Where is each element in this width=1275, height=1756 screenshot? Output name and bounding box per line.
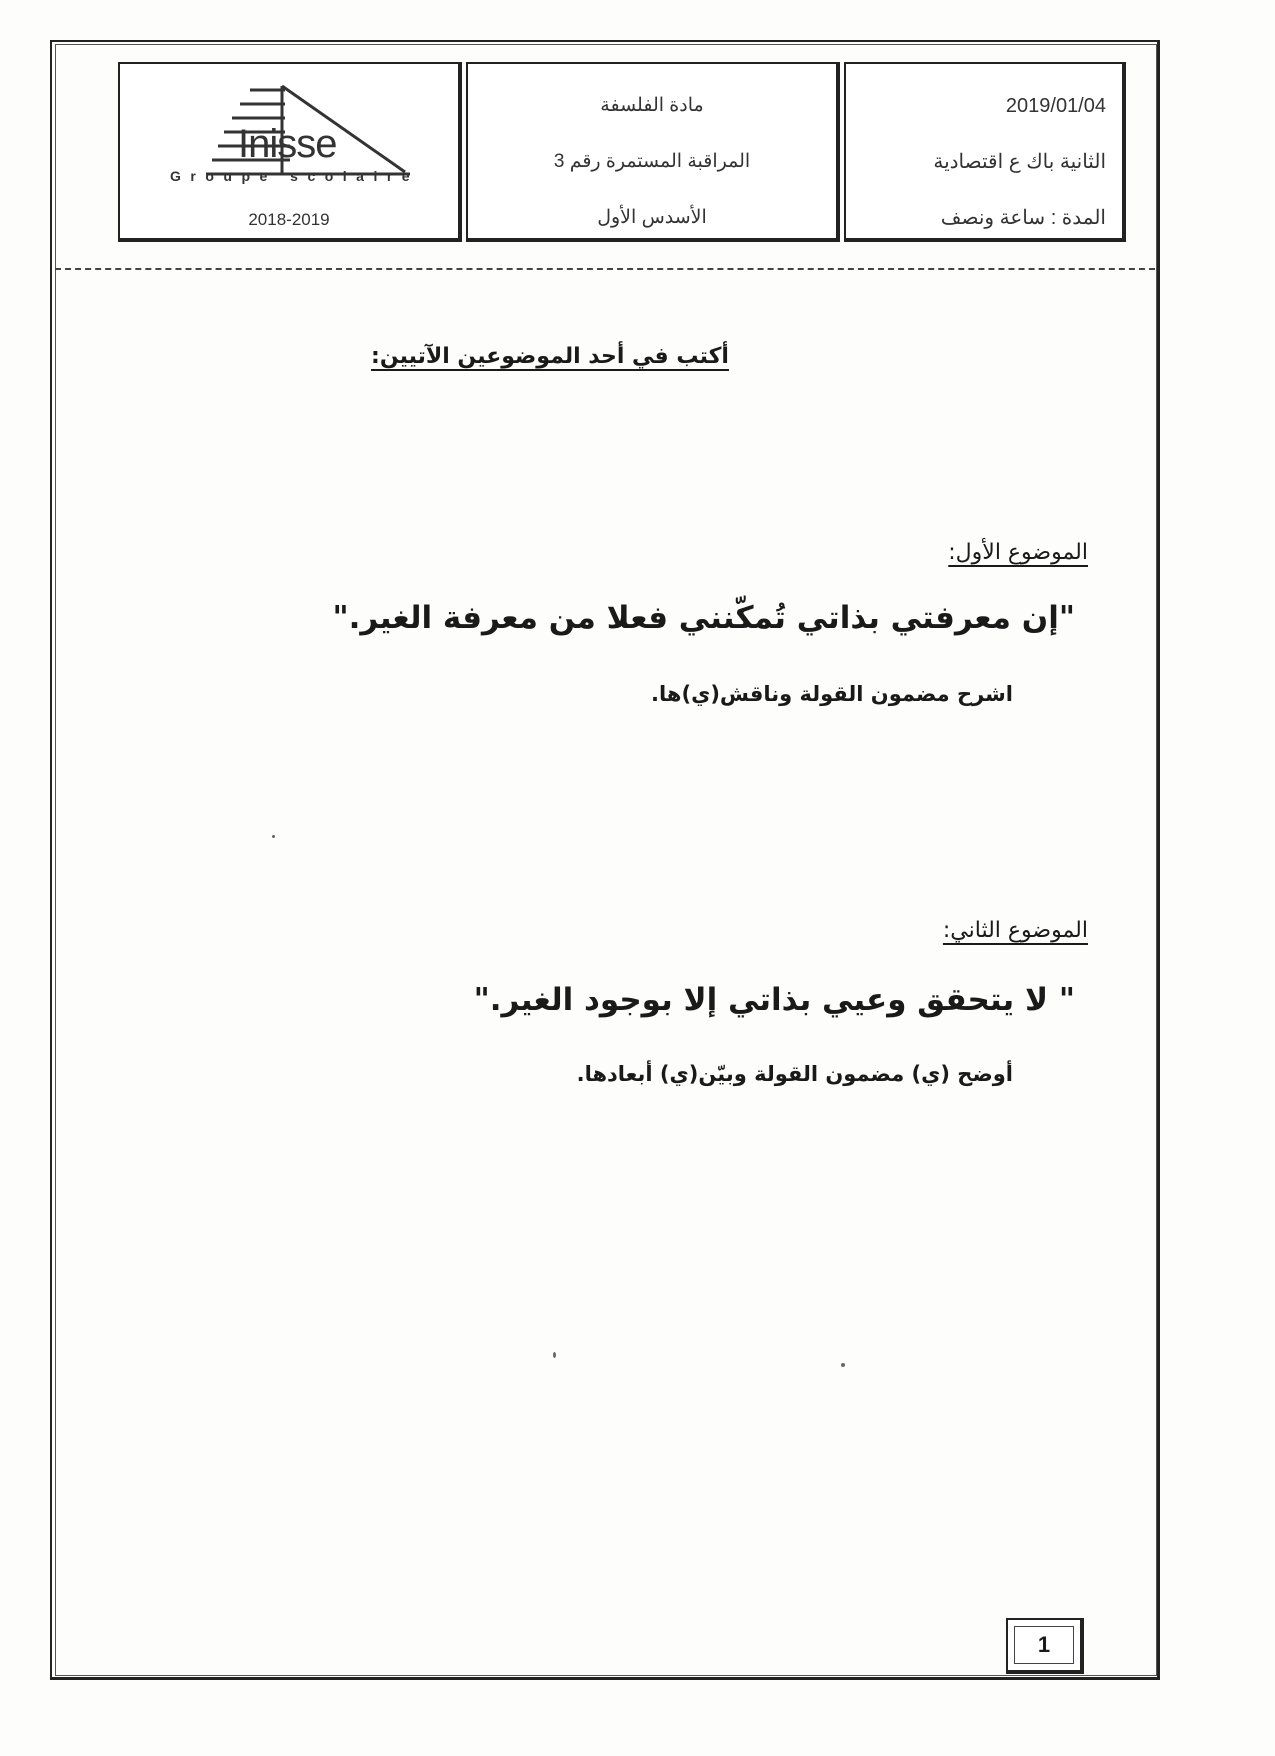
page-frame [50,40,1160,1680]
school-year: 2018-2019 [248,210,330,229]
topic-1-task: اشرح مضمون القولة وناقش(ي)ها. [651,682,1013,706]
instruction: أكتب في أحد الموضوعين الآتيين: [371,344,729,369]
logo-wordmark: Inisse [238,122,337,166]
exam-date: 2019/01/04 [1005,95,1106,117]
topic-2-quote: " لا يتحقق وعيي بذاتي إلا بوجود الغير." [473,982,1075,1018]
topic-2-heading: الموضوع الثاني: [942,918,1088,943]
scan-speck [841,1363,845,1367]
dashed-separator [55,268,1155,270]
semester: الأسدس الأول [597,207,707,228]
logo-box [118,62,462,242]
subject-name: مادة الفلسفة [600,95,704,116]
subject-box [466,62,840,242]
class-level: الثانية باك ع اقتصادية [933,151,1106,173]
page-number: 1 [1037,1632,1051,1657]
topic-1-quote: "إن معرفتي بذاتي تُمكّنني فعلا من معرفة الغير." [332,600,1075,636]
exam-duration: المدة : ساعة ونصف [940,207,1106,229]
scan-speck [553,1352,556,1358]
scan-speck [272,835,275,838]
exam-title: المراقبة المستمرة رقم 3 [553,151,751,172]
topic-2-task: أوضح (ي) مضمون القولة وبيّن(ي) أبعادها. [576,1062,1013,1086]
info-box [844,62,1126,242]
page-number-box [1006,1618,1084,1674]
topic-1-heading: الموضوع الأول: [948,540,1088,565]
logo-tagline: Groupe scolaire [170,168,420,184]
